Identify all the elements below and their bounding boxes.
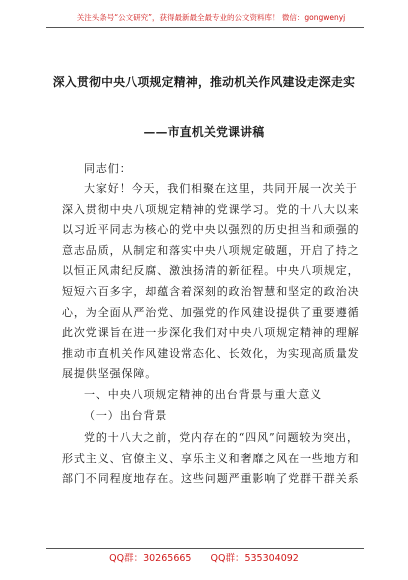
salutation: 同志们： <box>84 162 132 175</box>
header-banner: 关注头条号“公文研究”，获得最新最全最专业的公文资料库！ 微信：gongwenyj <box>76 13 346 22</box>
paragraph-line: 大家好！今天，我们相聚在这里，共同开展一次关于 <box>84 182 358 195</box>
section-heading: 一、中央八项规定精神的出台背景与重大意义 <box>84 388 322 401</box>
document-title: 深入贯彻中央八项规定精神，推动机关作风建设走深走实 <box>52 75 356 89</box>
paragraph-intro <box>62 179 362 385</box>
paragraph-line: 以习近平同志为核心的党中央以强烈的历史担当和顽强的 <box>62 223 360 237</box>
paragraph-line: 心，为全面从严治党、加强党的作风建设提供了重要遵循 <box>62 305 360 319</box>
footer <box>0 551 408 567</box>
footer-qq-group-2: QQ群：535304092 <box>210 553 299 564</box>
paragraph-line: 展提供坚强保障。 <box>62 367 158 381</box>
paragraph-line: 形式主义、官僚主义、享乐主义和奢靡之风在一些地方和 <box>62 451 360 465</box>
paragraph-background <box>62 428 362 490</box>
paragraph-line: 部门不同程度地存在。这些问题严重影响了党群干群关系 <box>62 472 360 486</box>
paragraph-line: 以恒正风肃纪反腐、激浊扬清的新征程。中央八项规定， <box>62 264 360 278</box>
subsection-heading: （一）出台背景 <box>84 409 168 422</box>
header-divider <box>46 27 364 28</box>
paragraph-line: 意志品质，从制定和落实中央八项规定破题，开启了持之 <box>62 243 360 257</box>
paragraph-line: 党的十八大之前，党内存在的“四风”问题较为突出， <box>84 431 359 444</box>
footer-qq-group-1: QQ群：30265665 <box>109 553 192 564</box>
paragraph-line: 深入贯彻中央八项规定精神的党课学习。党的十八大以来 <box>62 202 360 216</box>
paragraph-line: 短短六百多字，却蕴含着深刻的政治智慧和坚定的政治决 <box>62 284 360 298</box>
footer-divider <box>46 548 364 549</box>
paragraph-line: 推动市直机关作风建设常态化、长效化，为实现高质量发 <box>62 346 360 360</box>
paragraph-line: 此次党课旨在进一步深化我们对中央八项规定精神的理解 <box>62 326 360 340</box>
document-subtitle: ——市直机关党课讲稿 <box>143 125 265 139</box>
